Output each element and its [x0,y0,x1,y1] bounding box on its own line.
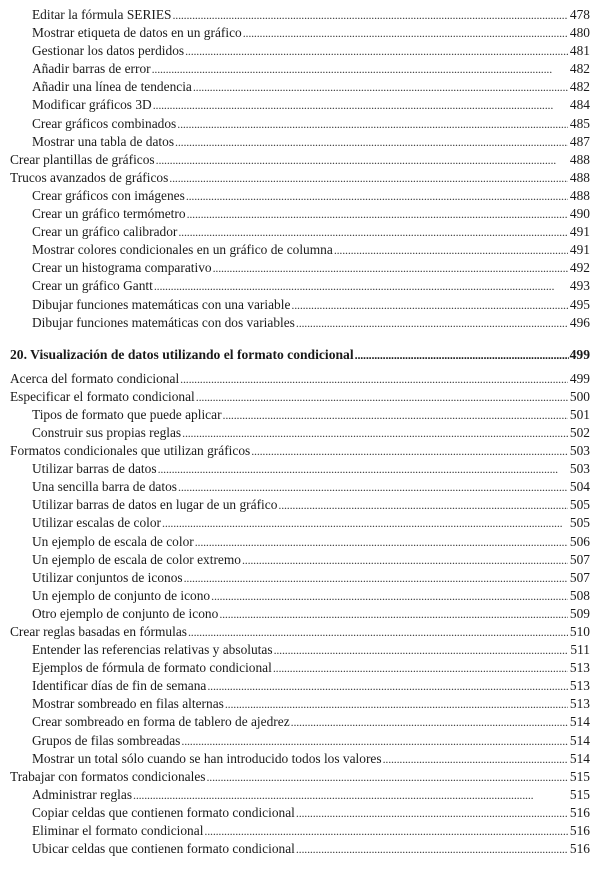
toc-entry-page-number: 510 [569,624,590,639]
toc-entry-page-number: 488 [569,151,590,167]
toc-entry [10,187,590,205]
toc-entry-page-number: 503 [569,461,590,477]
dot-leader [213,259,568,277]
table-of-contents [10,6,590,858]
toc-entry [10,786,590,804]
toc-entry-page-number: 511 [570,642,590,658]
toc-entry-label: Identificar días de fin de semana [32,678,207,694]
toc-entry-label: Entender las referencias relativas y absolutas [32,642,273,658]
dot-leader [296,840,568,858]
toc-entry [10,496,590,514]
toc-entry [10,587,590,605]
dot-leader [182,424,568,442]
dot-leader [156,151,568,169]
toc-entry-page-number: 488 [569,187,590,203]
dot-leader [186,187,568,205]
toc-entry-label: Construir sus propias reglas [32,424,182,440]
toc-entry [10,677,590,695]
toc-entry [10,169,590,187]
toc-entry-label: Un ejemplo de escala de color [32,533,194,549]
dot-leader [154,277,568,295]
toc-entry-page-number: 495 [569,296,590,312]
dot-leader [195,533,568,551]
toc-entry [10,641,590,659]
dot-leader [153,96,568,114]
toc-entry-page-number: 501 [569,406,590,422]
toc-entry-page-number: 488 [569,169,590,185]
toc-entry [10,388,590,406]
toc-entry-label: Ubicar celdas que contienen formato condicional [32,841,295,857]
toc-entry-label: Utilizar barras de datos en lugar de un gráfico [32,497,278,513]
toc-entry-label: Ejemplos de fórmula de formato condicional [32,660,272,676]
dot-leader [204,822,567,840]
toc-entry-label: Añadir una línea de tendencia [32,79,192,95]
dot-leader [296,314,568,332]
toc-entry-label: Copiar celdas que contienen formato condicional [32,804,295,820]
toc-entry-label: Utilizar conjuntos de iconos [32,569,183,585]
toc-entry-label: Trucos avanzados de gráficos [10,169,169,185]
toc-entry [10,551,590,569]
toc-entry-page-number: 478 [569,7,590,22]
toc-entry [10,840,590,858]
toc-entry-page-number: 484 [569,97,590,113]
toc-entry-label: Mostrar colores condicionales en un gráfico de columna [32,242,333,258]
chapter-title: 20. Visualización de datos utilizando el formato condicional [10,346,354,362]
toc-entry [10,314,590,332]
dot-leader [177,115,568,133]
toc-entry-label: Gestionar los datos perdidos [32,43,185,59]
toc-entry-page-number: 506 [569,533,590,549]
toc-entry [10,6,590,24]
toc-entry-label: Acerca del formato condicional [10,370,180,386]
toc-entry-label: Editar la fórmula SERIES [32,7,172,22]
toc-entry-page-number: 509 [569,605,590,621]
toc-entry-label: Utilizar escalas de color [32,515,162,531]
dot-leader [206,768,567,786]
dot-leader [219,605,568,623]
toc-entry-label: Modificar gráficos 3D [32,97,152,113]
toc-entry-page-number: 507 [569,551,590,567]
toc-entry-label: Formatos condicionales que utilizan gráficos [10,443,251,459]
toc-entry-label: Un ejemplo de escala de color extremo [32,551,241,567]
toc-entry-label: Especificar el formato condicional [10,388,195,404]
toc-entry-page-number: 491 [569,224,590,240]
toc-entry-page-number: 481 [569,43,590,59]
toc-entry-page-number: 504 [569,479,590,495]
toc-entry [10,406,590,424]
toc-entry [10,42,590,60]
dot-leader [211,587,568,605]
toc-entry [10,514,590,532]
toc-entry-page-number: 503 [569,443,590,459]
dot-leader [185,42,568,60]
toc-entry-page-number: 516 [569,804,590,820]
toc-entry-page-number: 490 [569,206,590,222]
toc-entry-page-number: 507 [569,569,590,585]
dot-leader [291,296,567,314]
toc-entry-label: Dibujar funciones matemáticas con dos variables [32,314,295,330]
toc-entry [10,569,590,587]
dot-leader [278,496,568,514]
toc-entry-page-number: 514 [569,750,590,766]
toc-entry-page-number: 513 [569,678,590,694]
toc-entry [10,695,590,713]
toc-entry-page-number: 480 [569,25,590,41]
toc-entry-label: Eliminar el formato condicional [32,823,204,839]
toc-entry [10,223,590,241]
dot-leader [207,677,568,695]
toc-entry-label: Mostrar etiqueta de datos en un gráfico [32,25,242,41]
chapter-page-number: 499 [569,346,590,362]
toc-entry [10,424,590,442]
toc-entry-page-number: 514 [569,714,590,730]
toc-entry-label: Otro ejemplo de conjunto de icono [32,605,219,621]
dot-leader [188,623,568,641]
dot-leader [223,406,568,424]
toc-entry [10,822,590,840]
toc-entry-page-number: 508 [569,587,590,603]
toc-entry [10,460,590,478]
toc-entry-label: Crear plantillas de gráficos [10,151,155,167]
toc-entry [10,60,590,78]
dot-leader [184,569,568,587]
dot-leader [178,478,568,496]
toc-entry-page-number: 500 [569,388,590,404]
dot-leader [296,804,568,822]
toc-entry-page-number: 515 [569,786,590,802]
dot-leader [242,551,568,569]
toc-section-top [10,6,590,332]
toc-entry [10,277,590,295]
toc-entry-page-number: 502 [569,424,590,440]
dot-leader [178,223,568,241]
toc-entry-page-number: 505 [569,497,590,513]
toc-entry [10,151,590,169]
toc-entry-page-number: 492 [569,260,590,276]
dot-leader [133,786,568,804]
toc-entry [10,115,590,133]
dot-leader [243,24,568,42]
toc-entry [10,24,590,42]
toc-entry [10,533,590,551]
dot-leader [187,205,568,223]
dot-leader [152,60,568,78]
toc-entry-label: Utilizar barras de datos [32,461,157,477]
toc-entry-page-number: 482 [569,61,590,77]
dot-leader [193,78,568,96]
toc-entry-label: Una sencilla barra de datos [32,479,178,495]
toc-entry [10,133,590,151]
toc-entry [10,750,590,768]
dot-leader [274,641,569,659]
toc-entry [10,259,590,277]
dot-leader [334,241,568,259]
dot-leader [180,370,568,388]
toc-entry-page-number: 513 [569,660,590,676]
chapter-heading [10,346,590,364]
toc-entry-label: Crear un gráfico calibrador [32,224,178,240]
toc-entry [10,241,590,259]
toc-entry-label: Crear sombreado en forma de tablero de ajedrez [32,714,290,730]
toc-entry-label: Mostrar un total sólo cuando se han introducido todos los valores [32,750,382,766]
toc-entry [10,370,590,388]
toc-entry [10,804,590,822]
toc-entry [10,732,590,750]
toc-entry-page-number: 496 [569,314,590,330]
toc-entry-page-number: 505 [569,515,590,531]
toc-entry-page-number: 493 [569,278,590,294]
toc-entry-page-number: 516 [569,841,590,857]
dot-leader [273,659,568,677]
toc-entry-label: Un ejemplo de conjunto de icono [32,587,211,603]
toc-entry-label: Mostrar una tabla de datos [32,133,175,149]
toc-entry-label: Administrar reglas [32,786,133,802]
toc-entry-label: Crear gráficos con imágenes [32,187,185,203]
toc-entry-label: Crear un gráfico termómetro [32,206,186,222]
dot-leader [355,346,569,364]
toc-entry-page-number: 487 [569,133,590,149]
toc-entry [10,623,590,641]
toc-entry [10,296,590,314]
toc-entry [10,205,590,223]
dot-leader [172,6,567,24]
toc-entry-page-number: 491 [569,242,590,258]
dot-leader [196,388,568,406]
dot-leader [181,732,568,750]
toc-entry-label: Grupos de filas sombreadas [32,732,181,748]
toc-entry-page-number: 513 [569,696,590,712]
toc-entry [10,768,590,786]
toc-entry-page-number: 499 [569,370,590,386]
toc-entry-label: Mostrar sombreado en filas alternas [32,696,224,712]
dot-leader [169,169,568,187]
dot-leader [291,713,568,731]
toc-entry [10,78,590,96]
toc-entry-label: Dibujar funciones matemáticas con una variable [32,296,291,312]
toc-entry-page-number: 514 [569,732,590,748]
toc-entry-page-number: 516 [569,823,590,839]
toc-entry-page-number: 482 [569,79,590,95]
toc-entry-page-number: 515 [569,768,590,784]
toc-entry-label: Crear gráficos combinados [32,115,177,131]
toc-entry-page-number: 485 [569,115,590,131]
toc-entry-label: Tipos de formato que puede aplicar [32,406,222,422]
toc-entry-label: Crear un histograma comparativo [32,260,212,276]
toc-entry-label: Crear reglas basadas en fórmulas [10,624,187,639]
dot-leader [162,514,568,532]
dot-leader [383,750,568,768]
toc-entry [10,478,590,496]
toc-entry [10,96,590,114]
dot-leader [175,133,568,151]
toc-entry-label: Crear un gráfico Gantt [32,278,153,294]
dot-leader [225,695,568,713]
toc-section-bottom [10,370,590,859]
toc-entry-label: Añadir barras de error [32,61,151,77]
toc-entry [10,713,590,731]
toc-entry [10,605,590,623]
dot-leader [251,442,568,460]
toc-entry-label: Trabajar con formatos condicionales [10,768,206,784]
toc-entry [10,442,590,460]
dot-leader [158,460,568,478]
toc-entry [10,659,590,677]
